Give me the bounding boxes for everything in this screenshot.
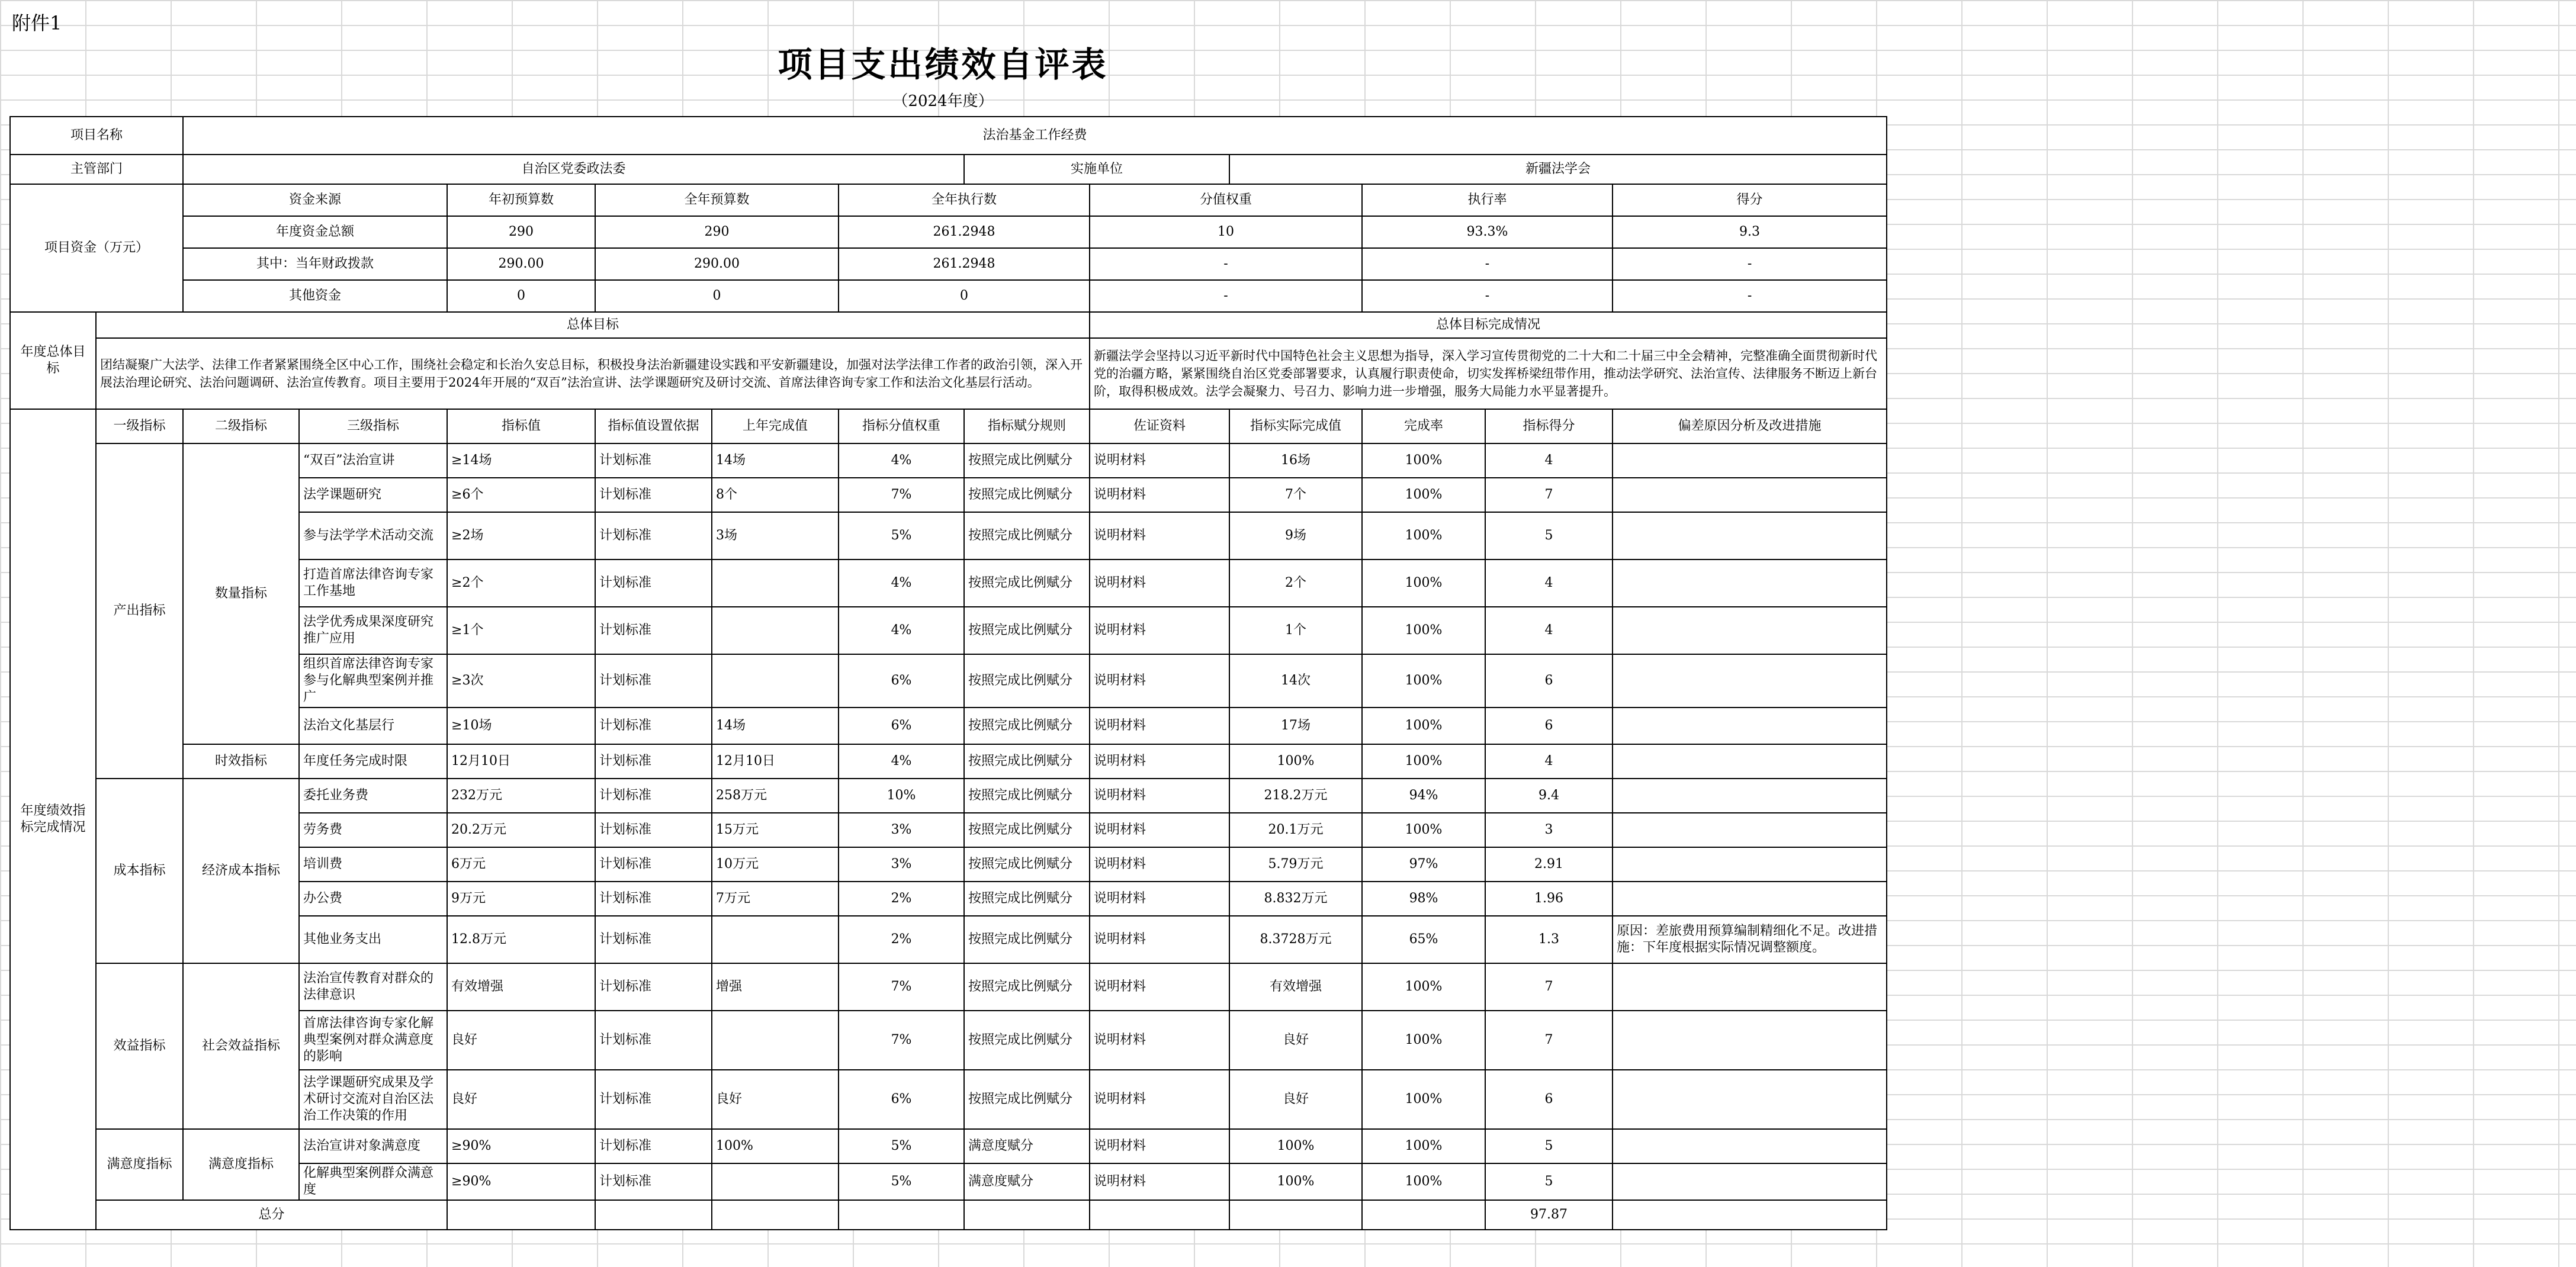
level1-indicator: 产出指标: [96, 443, 183, 779]
total-score: 97.87: [1485, 1200, 1613, 1230]
indicator-cell: 计划标准: [595, 813, 712, 847]
indicator-cell: 说明材料: [1090, 1129, 1229, 1163]
funds-header: 资金来源: [183, 184, 447, 216]
indicator-cell: 说明材料: [1090, 963, 1229, 1011]
indicator-cell: 按照完成比例赋分: [964, 916, 1090, 963]
funds-cell: 290.00: [595, 248, 839, 280]
indicator-cell: 1.96: [1485, 882, 1613, 916]
indicator-cell: 计划标准: [595, 882, 712, 916]
indicator-cell: [1613, 813, 1887, 847]
funds-cell: 0: [447, 280, 595, 312]
indicator-row: [10, 744, 1887, 779]
indicator-header: 佐证资料: [1090, 409, 1229, 443]
indicator-cell: 7%: [839, 1011, 964, 1070]
indicator-header: 指标实际完成值: [1229, 409, 1362, 443]
indicator-cell: 15万元: [712, 813, 839, 847]
empty-cell: [1090, 1200, 1229, 1230]
indicator-cell: 7: [1485, 963, 1613, 1011]
funds-label: 项目资金（万元）: [10, 184, 183, 312]
goals-header-row: [10, 312, 1887, 338]
indicator-cell: 说明材料: [1090, 478, 1229, 512]
indicator-cell: 按照完成比例赋分: [964, 708, 1090, 744]
project-name-row: [10, 117, 1887, 155]
indicator-cell: 年度任务完成时限: [299, 744, 447, 779]
indicator-cell: 首席法律咨询专家化解典型案例对群众满意度的影响: [299, 1011, 447, 1070]
indicator-cell: ≥14场: [447, 443, 595, 478]
funds-cell: -: [1613, 248, 1887, 280]
funds-header-row: [10, 184, 1887, 216]
indicator-cell: 98%: [1362, 882, 1485, 916]
indicator-cell: 说明材料: [1090, 779, 1229, 813]
indicator-cell: 12.8万元: [447, 916, 595, 963]
indicator-cell: 100%: [1362, 813, 1485, 847]
indicator-cell: 10万元: [712, 847, 839, 882]
indicator-cell: 说明材料: [1090, 708, 1229, 744]
funds-header: 年初预算数: [447, 184, 595, 216]
indicator-cell: 劳务费: [299, 813, 447, 847]
indicator-cell: 说明材料: [1090, 607, 1229, 654]
indicator-cell: 按照完成比例赋分: [964, 512, 1090, 559]
unit-value: 新疆法学会: [1229, 155, 1887, 184]
indicator-cell: 良好: [1229, 1070, 1362, 1129]
indicator-cell: 5: [1485, 512, 1613, 559]
indicator-cell: 3%: [839, 813, 964, 847]
indicator-cell: 14次: [1229, 654, 1362, 708]
indicator-cell: 14场: [712, 708, 839, 744]
indicator-cell: 良好: [1229, 1011, 1362, 1070]
indicator-cell: 100%: [1362, 963, 1485, 1011]
indicator-row: [10, 443, 1887, 478]
empty-cell: [595, 1200, 712, 1230]
indicator-cell: 参与法学学术活动交流: [299, 512, 447, 559]
indicator-cell: 计划标准: [595, 847, 712, 882]
indicator-cell: [712, 559, 839, 607]
indicator-cell: 说明材料: [1090, 1163, 1229, 1200]
dept-label: 主管部门: [10, 155, 183, 184]
indicator-cell: 12月10日: [712, 744, 839, 779]
indicator-cell: 4: [1485, 443, 1613, 478]
indicator-cell: 其他业务支出: [299, 916, 447, 963]
indicator-cell: 9场: [1229, 512, 1362, 559]
indicator-cell: 按照完成比例赋分: [964, 1011, 1090, 1070]
indicator-cell: 说明材料: [1090, 654, 1229, 708]
indicator-cell: 100%: [1229, 744, 1362, 779]
indicator-cell: 65%: [1362, 916, 1485, 963]
funds-cell: -: [1090, 280, 1362, 312]
indicator-cell: 6: [1485, 708, 1613, 744]
funds-cell: 其中：当年财政拨款: [183, 248, 447, 280]
indicator-cell: 100%: [1229, 1163, 1362, 1200]
indicator-cell: 计划标准: [595, 559, 712, 607]
indicator-cell: 满意度赋分: [964, 1163, 1090, 1200]
indicator-cell: 1.3: [1485, 916, 1613, 963]
funds-cell: 261.2948: [839, 248, 1090, 280]
indicator-cell: [1613, 708, 1887, 744]
indicator-cell: 按照完成比例赋分: [964, 744, 1090, 779]
indicator-cell: 良好: [447, 1070, 595, 1129]
indicator-cell: [712, 654, 839, 708]
indicator-cell: 5%: [839, 512, 964, 559]
indicator-cell: [1613, 559, 1887, 607]
indicator-cell: 100%: [1362, 607, 1485, 654]
funds-row: [10, 216, 1887, 248]
unit-label: 实施单位: [964, 155, 1229, 184]
indicator-cell: 良好: [712, 1070, 839, 1129]
indicator-cell: 5%: [839, 1163, 964, 1200]
total-label: 总分: [96, 1200, 447, 1230]
funds-cell: 0: [595, 280, 839, 312]
empty-cell: [712, 1200, 839, 1230]
funds-cell: 10: [1090, 216, 1362, 248]
indicator-cell: [1613, 1163, 1887, 1200]
indicator-cell: 培训费: [299, 847, 447, 882]
indicator-cell: 100%: [1362, 1070, 1485, 1129]
indicator-cell: 20.2万元: [447, 813, 595, 847]
indicator-cell: 计划标准: [595, 1070, 712, 1129]
indicator-cell: 6%: [839, 654, 964, 708]
indicator-cell: 9万元: [447, 882, 595, 916]
funds-cell: -: [1362, 248, 1613, 280]
indicator-cell: 按照完成比例赋分: [964, 559, 1090, 607]
indicator-cell: 法学课题研究成果及学术研讨交流对自治区法治工作决策的作用: [299, 1070, 447, 1129]
indicator-cell: [1613, 963, 1887, 1011]
indicator-cell: [1613, 1011, 1887, 1070]
funds-header: 分值权重: [1090, 184, 1362, 216]
indicator-cell: ≥2个: [447, 559, 595, 607]
indicator-cell: 法学优秀成果深度研究推广应用: [299, 607, 447, 654]
indicator-cell: 计划标准: [595, 744, 712, 779]
indicator-cell: 4: [1485, 559, 1613, 607]
indicator-row: [10, 963, 1887, 1011]
indicator-cell: [1613, 1070, 1887, 1129]
indicator-cell: 按照完成比例赋分: [964, 779, 1090, 813]
indicator-cell: 计划标准: [595, 443, 712, 478]
indicator-cell: 4: [1485, 607, 1613, 654]
funds-header: 全年执行数: [839, 184, 1090, 216]
indicator-cell: 100%: [1362, 744, 1485, 779]
funds-header: 得分: [1613, 184, 1887, 216]
funds-row: [10, 248, 1887, 280]
level1-indicator: 效益指标: [96, 963, 183, 1129]
empty-cell: [964, 1200, 1090, 1230]
indicator-cell: 计划标准: [595, 1129, 712, 1163]
evaluation-table: [9, 116, 1887, 1230]
indicator-cell: ≥10场: [447, 708, 595, 744]
indicator-cell: 计划标准: [595, 708, 712, 744]
indicator-cell: 3场: [712, 512, 839, 559]
indicator-cell: 2%: [839, 882, 964, 916]
indicator-cell: 按照完成比例赋分: [964, 443, 1090, 478]
empty-cell: [1362, 1200, 1485, 1230]
indicator-cell: [712, 916, 839, 963]
department-row: [10, 155, 1887, 184]
indicator-cell: [1613, 512, 1887, 559]
indicator-cell: 计划标准: [595, 1011, 712, 1070]
indicator-cell: 4: [1485, 744, 1613, 779]
indicator-cell: 说明材料: [1090, 847, 1229, 882]
indicator-cell: 218.2万元: [1229, 779, 1362, 813]
indicator-header: 指标赋分规则: [964, 409, 1090, 443]
funds-cell: -: [1090, 248, 1362, 280]
indicator-cell: 6: [1485, 1070, 1613, 1129]
indicator-cell: 增强: [712, 963, 839, 1011]
indicator-header: 指标分值权重: [839, 409, 964, 443]
indicator-cell: 7: [1485, 478, 1613, 512]
indicator-header: 上年完成值: [712, 409, 839, 443]
indicator-cell: [712, 607, 839, 654]
indicator-cell: 原因：差旅费用预算编制精细化不足。改进措施：下年度根据实际情况调整额度。: [1613, 916, 1887, 963]
indicator-cell: 3%: [839, 847, 964, 882]
funds-cell: 9.3: [1613, 216, 1887, 248]
indicator-header: 指标值: [447, 409, 595, 443]
funds-cell: 年度资金总额: [183, 216, 447, 248]
empty-cell: [1613, 1200, 1887, 1230]
indicator-cell: 计划标准: [595, 916, 712, 963]
funds-cell: -: [1613, 280, 1887, 312]
indicator-header-row: [10, 409, 1887, 443]
indicator-header: 一级指标: [96, 409, 183, 443]
funds-cell: 93.3%: [1362, 216, 1613, 248]
indicator-cell: 8个: [712, 478, 839, 512]
indicator-cell: 按照完成比例赋分: [964, 654, 1090, 708]
indicator-header: 偏差原因分析及改进措施: [1613, 409, 1887, 443]
indicator-cell: 16场: [1229, 443, 1362, 478]
total-row: [10, 1200, 1887, 1230]
fiscal-year: （2024年度）: [892, 92, 994, 110]
indicator-cell: 办公费: [299, 882, 447, 916]
indicator-cell: [1613, 779, 1887, 813]
indicator-cell: 计划标准: [595, 478, 712, 512]
indicator-cell: “双百”法治宣讲: [299, 443, 447, 478]
level2-indicator: 数量指标: [183, 443, 299, 744]
funds-cell: 290: [447, 216, 595, 248]
indicator-cell: ≥90%: [447, 1163, 595, 1200]
indicator-header: 指标值设置依据: [595, 409, 712, 443]
indicator-cell: 12月10日: [447, 744, 595, 779]
indicator-cell: [1613, 607, 1887, 654]
indicator-cell: 7: [1485, 1011, 1613, 1070]
indicator-cell: 4%: [839, 443, 964, 478]
indicator-cell: 计划标准: [595, 1163, 712, 1200]
indicator-cell: 说明材料: [1090, 512, 1229, 559]
indicator-cell: [1613, 1129, 1887, 1163]
level2-indicator: 社会效益指标: [183, 963, 299, 1129]
indicator-cell: 100%: [1362, 443, 1485, 478]
indicator-cell: 有效增强: [1229, 963, 1362, 1011]
indicator-cell: 满意度赋分: [964, 1129, 1090, 1163]
indicator-cell: [1613, 847, 1887, 882]
indicator-cell: 2.91: [1485, 847, 1613, 882]
indicator-cell: 法治宣讲对象满意度: [299, 1129, 447, 1163]
indicator-cell: 法治文化基层行: [299, 708, 447, 744]
indicator-cell: 7%: [839, 478, 964, 512]
indicator-cell: 计划标准: [595, 654, 712, 708]
indicator-cell: 法治宣传教育对群众的法律意识: [299, 963, 447, 1011]
level1-indicator: 成本指标: [96, 779, 183, 963]
funds-cell: 261.2948: [839, 216, 1090, 248]
indicator-cell: 说明材料: [1090, 882, 1229, 916]
indicator-cell: 计划标准: [595, 512, 712, 559]
indicator-cell: 说明材料: [1090, 443, 1229, 478]
indicator-row: [10, 1129, 1887, 1163]
indicator-cell: 6: [1485, 654, 1613, 708]
indicator-cell: ≥90%: [447, 1129, 595, 1163]
indicator-cell: 5: [1485, 1163, 1613, 1200]
indicator-cell: 计划标准: [595, 779, 712, 813]
indicator-header: 指标得分: [1485, 409, 1613, 443]
indicator-cell: 7%: [839, 963, 964, 1011]
indicator-cell: 232万元: [447, 779, 595, 813]
indicator-cell: ≥3次: [447, 654, 595, 708]
indicator-cell: 4%: [839, 607, 964, 654]
indicator-cell: [1613, 744, 1887, 779]
level1-indicator: 满意度指标: [96, 1129, 183, 1200]
indicator-cell: 委托业务费: [299, 779, 447, 813]
indicator-cell: 258万元: [712, 779, 839, 813]
indicator-cell: 按照完成比例赋分: [964, 882, 1090, 916]
indicator-cell: 8.3728万元: [1229, 916, 1362, 963]
funds-header: 全年预算数: [595, 184, 839, 216]
indicator-cell: 7万元: [712, 882, 839, 916]
indicator-cell: 2%: [839, 916, 964, 963]
overall-goal-label: 总体目标: [96, 312, 1090, 338]
empty-cell: [447, 1200, 595, 1230]
indicator-cell: 计划标准: [595, 963, 712, 1011]
goal-completion-text: 新疆法学会坚持以习近平新时代中国特色社会主义思想为指导，深入学习宣传贯彻党的二十大和二十届三中全会精神，完整准确全面贯彻新时代党的治疆方略，紧紧围绕自治区党委部署要求，认真履行职责使命，切实发挥桥梁纽带作用，推动法学研究、法治宣传、法律服务不断迈上新台阶，取得积极成效。法学会凝聚力、号召力、影响力进一步增强，服务大局能力水平显著提升。: [1090, 338, 1887, 409]
indicator-cell: 按照完成比例赋分: [964, 813, 1090, 847]
level2-indicator: 经济成本指标: [183, 779, 299, 963]
indicator-cell: [712, 1011, 839, 1070]
indicator-cell: 100%: [1362, 1011, 1485, 1070]
indicator-cell: 说明材料: [1090, 744, 1229, 779]
indicator-cell: 6%: [839, 1070, 964, 1129]
indicator-cell: 100%: [1362, 708, 1485, 744]
indicator-cell: 14场: [712, 443, 839, 478]
indicator-cell: [1613, 654, 1887, 708]
indicator-cell: 6%: [839, 708, 964, 744]
indicator-cell: 打造首席法律咨询专家工作基地: [299, 559, 447, 607]
empty-cell: [1229, 1200, 1362, 1230]
indicator-cell: 17场: [1229, 708, 1362, 744]
goals-label: 年度总体目标: [10, 312, 96, 409]
indicator-cell: 组织首席法律咨询专家参与化解典型案例并推广: [299, 654, 447, 708]
indicator-cell: ≥6个: [447, 478, 595, 512]
indicator-cell: 有效增强: [447, 963, 595, 1011]
indicator-cell: 2个: [1229, 559, 1362, 607]
funds-cell: 290.00: [447, 248, 595, 280]
indicator-cell: ≥1个: [447, 607, 595, 654]
indicator-cell: 20.1万元: [1229, 813, 1362, 847]
indicator-cell: 97%: [1362, 847, 1485, 882]
indicator-section-label: 年度绩效指标完成情况: [10, 409, 96, 1230]
indicator-header: 二级指标: [183, 409, 299, 443]
page-title: 项目支出绩效自评表: [778, 44, 1109, 85]
indicator-row: [10, 779, 1887, 813]
indicator-cell: 按照完成比例赋分: [964, 607, 1090, 654]
indicator-cell: 4%: [839, 559, 964, 607]
indicator-cell: 说明材料: [1090, 1070, 1229, 1129]
indicator-cell: 按照完成比例赋分: [964, 847, 1090, 882]
indicator-cell: 100%: [1362, 512, 1485, 559]
indicator-cell: ≥2场: [447, 512, 595, 559]
indicator-cell: 9.4: [1485, 779, 1613, 813]
indicator-cell: [712, 1163, 839, 1200]
indicator-cell: 说明材料: [1090, 559, 1229, 607]
indicator-cell: 6万元: [447, 847, 595, 882]
indicator-cell: 100%: [1362, 1129, 1485, 1163]
funds-cell: -: [1362, 280, 1613, 312]
level2-indicator: 时效指标: [183, 744, 299, 779]
funds-cell: 其他资金: [183, 280, 447, 312]
indicator-cell: 5.79万元: [1229, 847, 1362, 882]
empty-cell: [839, 1200, 964, 1230]
funds-cell: 290: [595, 216, 839, 248]
indicator-cell: 100%: [1362, 654, 1485, 708]
indicator-cell: 100%: [1229, 1129, 1362, 1163]
indicator-cell: 8.832万元: [1229, 882, 1362, 916]
indicator-cell: 化解典型案例群众满意度: [299, 1163, 447, 1200]
indicator-cell: 94%: [1362, 779, 1485, 813]
indicator-cell: 100%: [1362, 559, 1485, 607]
funds-header: 执行率: [1362, 184, 1613, 216]
goal-completion-label: 总体目标完成情况: [1090, 312, 1887, 338]
indicator-cell: 4%: [839, 744, 964, 779]
indicator-header: 三级指标: [299, 409, 447, 443]
funds-cell: 0: [839, 280, 1090, 312]
indicator-cell: 说明材料: [1090, 1011, 1229, 1070]
indicator-cell: 法学课题研究: [299, 478, 447, 512]
indicator-header: 完成率: [1362, 409, 1485, 443]
indicator-cell: 7个: [1229, 478, 1362, 512]
indicator-cell: 1个: [1229, 607, 1362, 654]
indicator-cell: [1613, 882, 1887, 916]
project-name-label: 项目名称: [10, 117, 183, 155]
level2-indicator: 满意度指标: [183, 1129, 299, 1200]
indicator-cell: [1613, 443, 1887, 478]
project-name: 法治基金工作经费: [183, 117, 1887, 155]
indicator-cell: 10%: [839, 779, 964, 813]
attachment-label: 附件1: [12, 12, 62, 34]
indicator-cell: 说明材料: [1090, 813, 1229, 847]
indicator-cell: 5: [1485, 1129, 1613, 1163]
indicator-cell: 100%: [1362, 478, 1485, 512]
indicator-cell: 按照完成比例赋分: [964, 478, 1090, 512]
goals-text-row: [10, 338, 1887, 409]
indicator-cell: [1613, 478, 1887, 512]
dept-value: 自治区党委政法委: [183, 155, 964, 184]
indicator-cell: 3: [1485, 813, 1613, 847]
indicator-cell: 100%: [1362, 1163, 1485, 1200]
indicator-cell: 按照完成比例赋分: [964, 1070, 1090, 1129]
overall-goal-text: 团结凝聚广大法学、法律工作者紧紧围绕全区中心工作，围绕社会稳定和长治久安总目标，积极投身法治新疆建设实践和平安新疆建设，加强对法学法律工作者的政治引领，深入开展法治理论研究、法治问题调研、法治宣传教育。项目主要用于2024年开展的“双百”法治宣讲、法学课题研究及研讨交流、首席法律咨询专家工作和法治文化基层行活动。: [96, 338, 1090, 409]
indicator-cell: 说明材料: [1090, 916, 1229, 963]
indicator-cell: 按照完成比例赋分: [964, 963, 1090, 1011]
indicator-cell: 5%: [839, 1129, 964, 1163]
indicator-cell: 100%: [712, 1129, 839, 1163]
indicator-cell: 计划标准: [595, 607, 712, 654]
indicator-cell: 良好: [447, 1011, 595, 1070]
funds-row: [10, 280, 1887, 312]
